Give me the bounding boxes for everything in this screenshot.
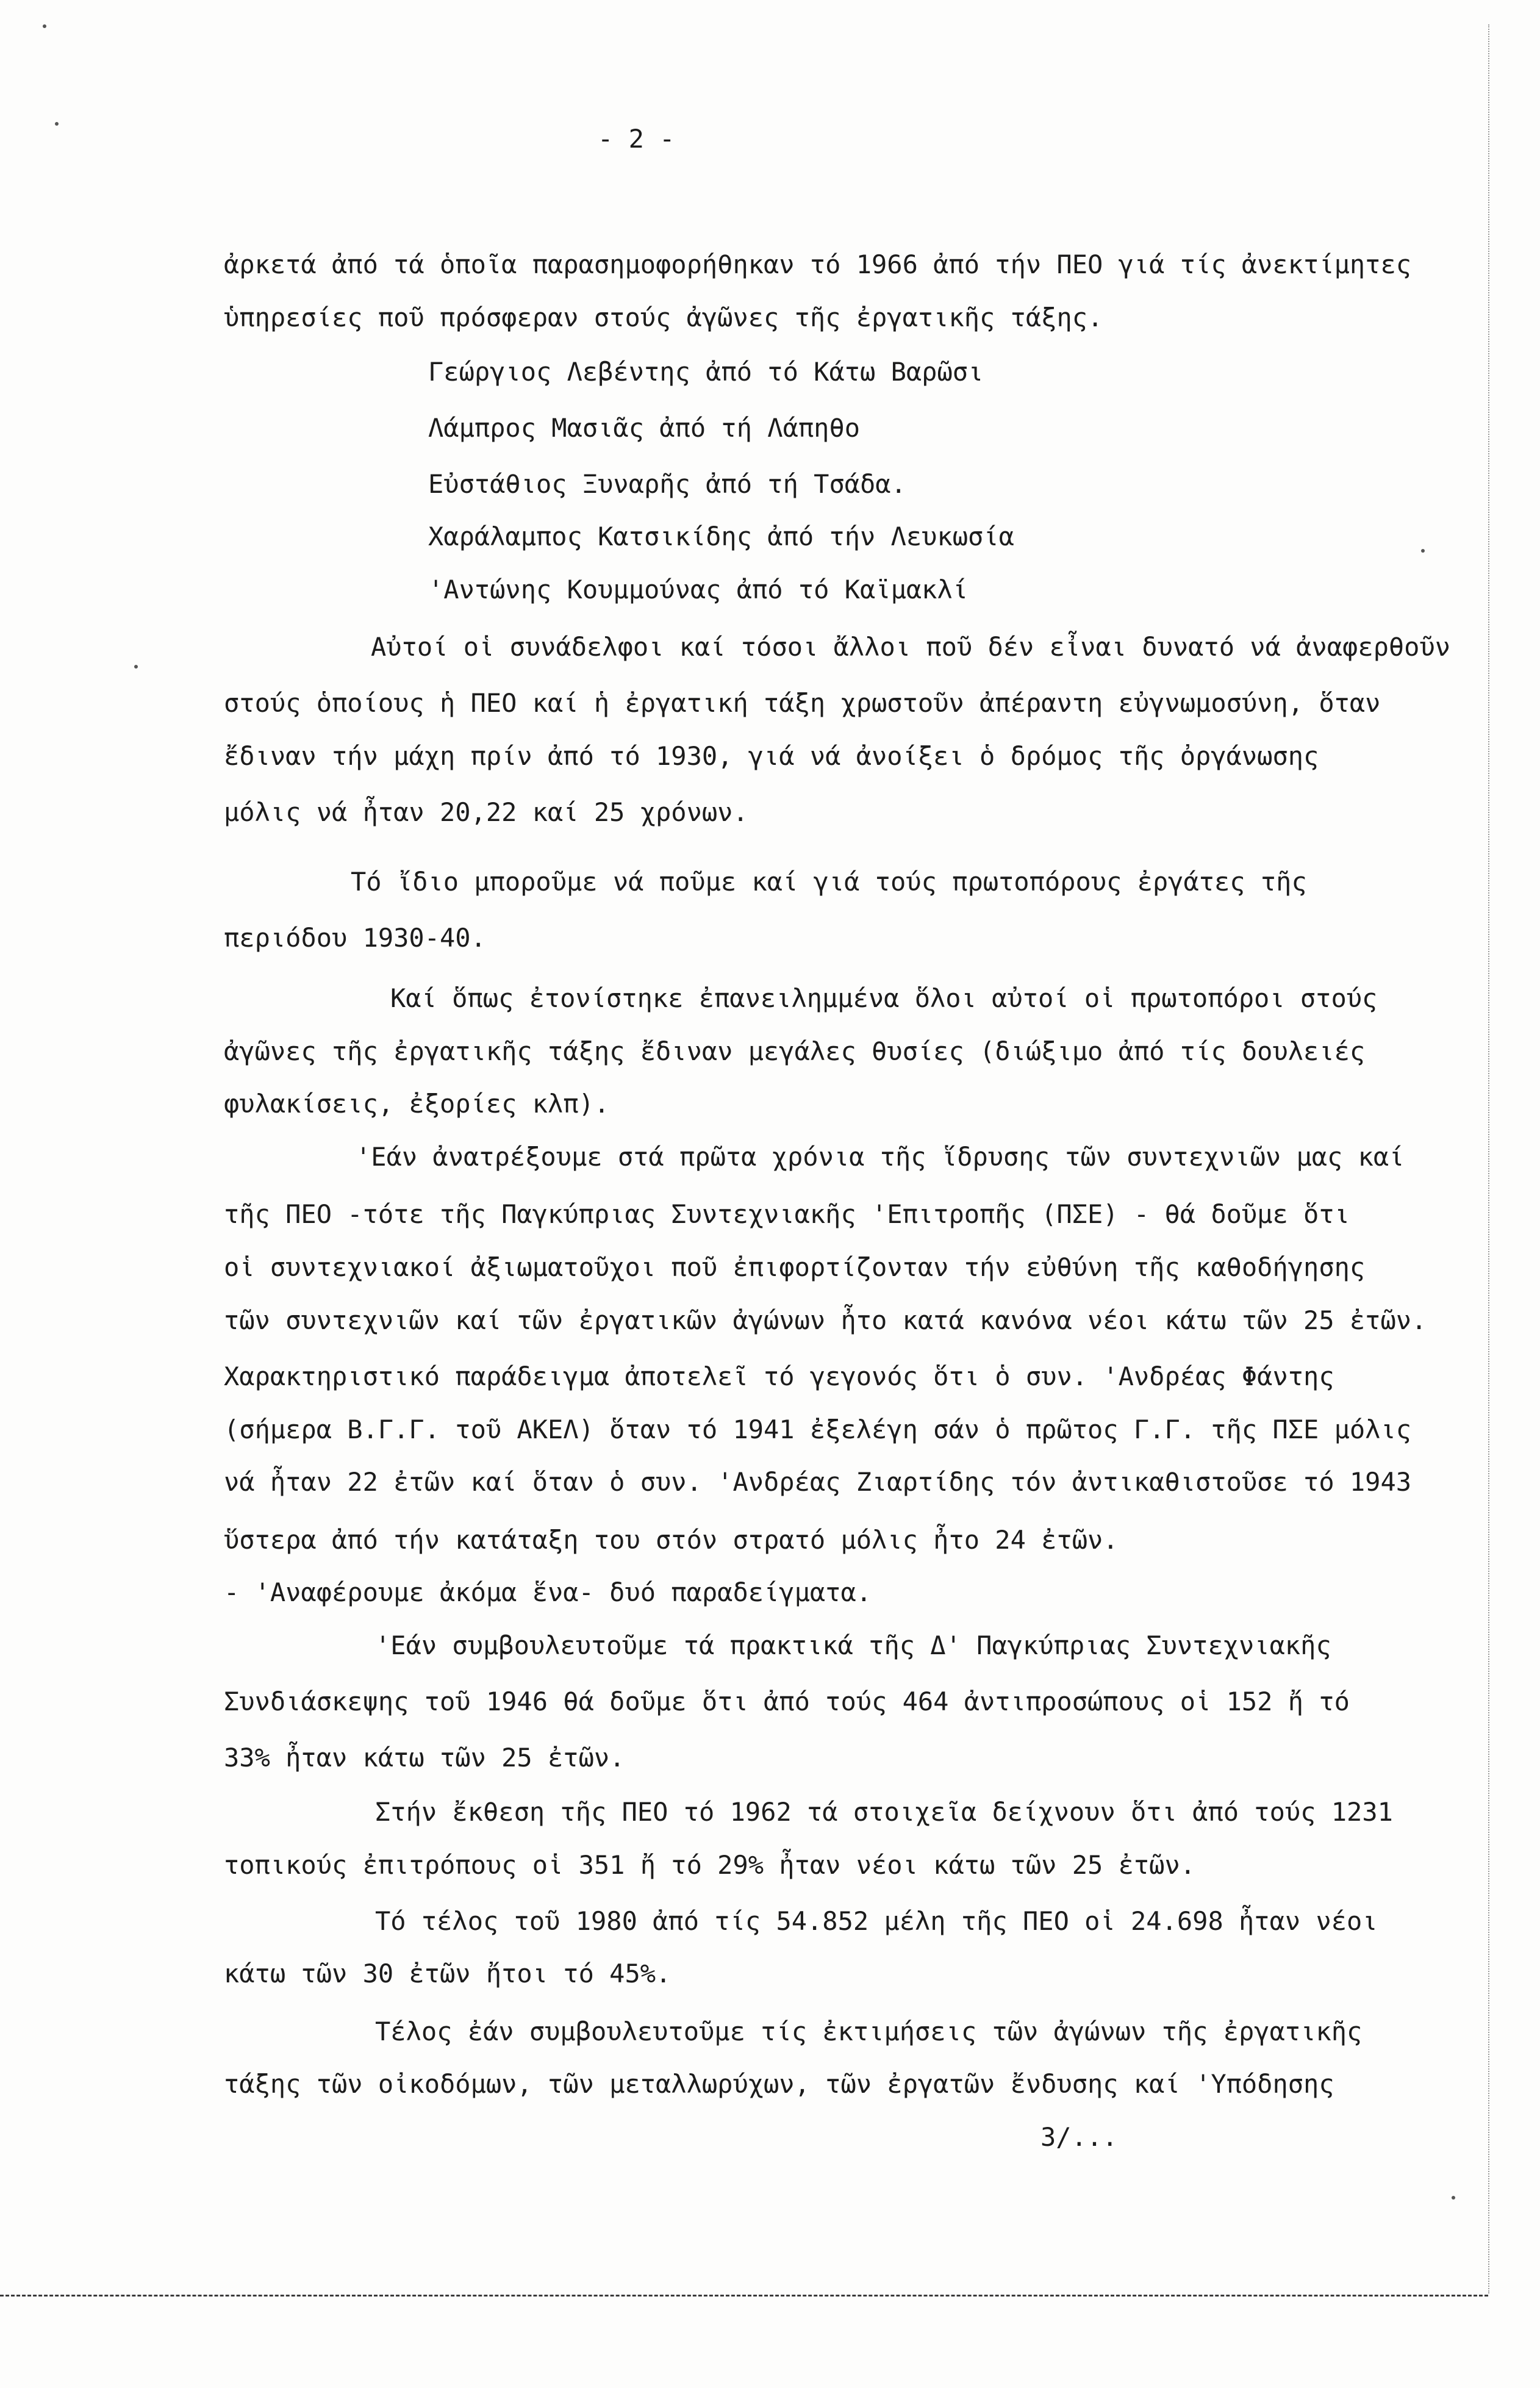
paragraph-first-line: Τό ἴδιο μποροῦμε νά ποῦμε καί γιά τούς πρωτοπόρους ἐργάτες τῆς <box>351 867 1307 897</box>
scan-speck <box>134 665 138 669</box>
text-line: οἱ συντεχνιακοί ἀξιωματοῦχοι ποῦ ἐπιφορτίζονταν τήν εὐθύνη τῆς καθοδήγησης <box>224 1252 1366 1282</box>
text-line: νά ἦταν 22 ἐτῶν καί ὅταν ὁ συν. 'Ανδρέας Ζιαρτίδης τόν ἀντικαθιστοῦσε τό 1943 <box>224 1467 1412 1497</box>
text-line: τῆς ΠΕΟ -τότε τῆς Παγκύπριας Συντεχνιακῆς 'Επιτροπῆς (ΠΣΕ) - θά δοῦμε ὅτι <box>224 1199 1350 1229</box>
text-line: ὕστερα ἀπό τήν κατάταξη του στόν στρατό μόλις ἦτο 24 ἐτῶν. <box>224 1525 1119 1555</box>
name-list-item: Λάμπρος Μασιᾶς ἀπό τή Λάπηθο <box>428 413 861 443</box>
text-line: ἔδιναν τήν μάχη πρίν ἀπό τό 1930, γιά νά ἀνοίξει ὁ δρόμος τῆς ὀργάνωσης <box>224 741 1319 771</box>
scan-speck <box>1421 549 1425 553</box>
paragraph-first-line: Αὐτοί οἱ συνάδελφοι καί τόσοι ἄλλοι ποῦ δέν εἶναι δυνατό νά ἀναφερθοῦν <box>371 632 1451 662</box>
text-line: τάξης τῶν οἰκοδόμων, τῶν μεταλλωρύχων, τῶν ἐργατῶν ἔνδυσης καί 'Υπόδησης <box>224 2069 1334 2099</box>
paragraph-first-line: Τέλος ἐάν συμβουλευτοῦμε τίς ἐκτιμήσεις τῶν ἀγώνων τῆς ἐργατικῆς <box>375 2017 1363 2046</box>
name-list-item: Χαράλαμπος Κατσικίδης ἀπό τήν Λευκωσία <box>428 522 1014 551</box>
paragraph-first-line: Καί ὅπως ἐτονίστηκε ἐπανειλημμένα ὅλοι αὐτοί οἱ πρωτοπόροι στούς <box>390 983 1378 1013</box>
name-list-item: Εὐστάθιος Ξυναρῆς ἀπό τή Τσάδα. <box>428 469 906 499</box>
text-line: μόλις νά ἦταν 20,22 καί 25 χρόνων. <box>224 797 748 827</box>
paragraph-first-line: Τό τέλος τοῦ 1980 ἀπό τίς 54.852 μέλη τῆς ΠΕΟ οἱ 24.698 ἦταν νέοι <box>375 1906 1378 1936</box>
name-list-item: 'Αντώνης Κουμμούνας ἀπό τό Καϊμακλί <box>428 575 969 604</box>
text-line: (σήμερα Β.Γ.Γ. τοῦ ΑΚΕΛ) ὅταν τό 1941 ἐξελέγη σάν ὁ πρῶτος Γ.Γ. τῆς ΠΣΕ μόλις <box>224 1415 1412 1444</box>
scan-speck <box>55 122 59 126</box>
page-number: - 2 - <box>598 124 675 154</box>
paragraph-first-line: 'Εάν συμβουλευτοῦμε τά πρακτικά τῆς Δ' Παγκύπριας Συντεχνιακῆς <box>375 1630 1331 1660</box>
continuation-marker: 3/... <box>1040 2122 1118 2152</box>
paragraph-first-line: 'Εάν ἀνατρέξουμε στά πρῶτα χρόνια τῆς ἵδρυσης τῶν συντεχνιῶν μας καί <box>356 1142 1405 1172</box>
scan-speck <box>43 24 46 28</box>
name-list-item: Γεώργιος Λεβέντης ἀπό τό Κάτω Βαρῶσι <box>428 357 984 387</box>
text-line: - 'Αναφέρουμε ἀκόμα ἕνα- δυό παραδείγματα. <box>224 1577 872 1607</box>
text-line: ἀγῶνες τῆς ἐργατικῆς τάξης ἔδιναν μεγάλες θυσίες (διώξιμο ἀπό τίς δουλειές <box>224 1036 1366 1066</box>
text-line: κάτω τῶν 30 ἐτῶν ἤτοι τό 45%. <box>224 1959 672 1988</box>
text-line: τῶν συντεχνιῶν καί τῶν ἐργατικῶν ἀγώνων ἦτο κατά κανόνα νέοι κάτω τῶν 25 ἐτῶν. <box>224 1305 1427 1335</box>
paragraph-first-line: Στήν ἔκθεση τῆς ΠΕΟ τό 1962 τά στοιχεῖα δείχνουν ὅτι ἀπό τούς 1231 <box>375 1797 1393 1827</box>
text-line: ἀρκετά ἀπό τά ὁποῖα παρασημοφορήθηκαν τό 1966 ἀπό τήν ΠΕΟ γιά τίς ἀνεκτίμητες <box>224 249 1412 279</box>
text-line: στούς ὁποίους ἡ ΠΕΟ καί ἡ ἐργατική τάξη χρωστοῦν ἀπέραντη εὐγνωμοσύνη, ὅταν <box>224 688 1381 718</box>
bottom-divider <box>0 2295 1488 2297</box>
text-line: Συνδιάσκεψης τοῦ 1946 θά δοῦμε ὅτι ἀπό τούς 464 ἀντιπροσώπους οἱ 152 ἤ τό <box>224 1687 1350 1716</box>
scan-speck <box>1452 2196 1455 2200</box>
text-line: τοπικούς ἐπιτρόπους οἱ 351 ἤ τό 29% ἦταν νέοι κάτω τῶν 25 ἐτῶν. <box>224 1850 1196 1880</box>
text-line: 33% ἦταν κάτω τῶν 25 ἐτῶν. <box>224 1743 625 1773</box>
text-line: φυλακίσεις, ἐξορίες κλπ). <box>224 1089 610 1119</box>
text-line: ὑπηρεσίες ποῦ πρόσφεραν στούς ἀγῶνες τῆς ἐργατικῆς τάξης. <box>224 303 1103 332</box>
right-margin-edge <box>1488 24 1489 2293</box>
text-line: περιόδου 1930-40. <box>224 923 486 953</box>
text-line: Χαρακτηριστικό παράδειγμα ἀποτελεῖ τό γεγονός ὅτι ὁ συν. 'Ανδρέας Φάντης <box>224 1361 1334 1391</box>
